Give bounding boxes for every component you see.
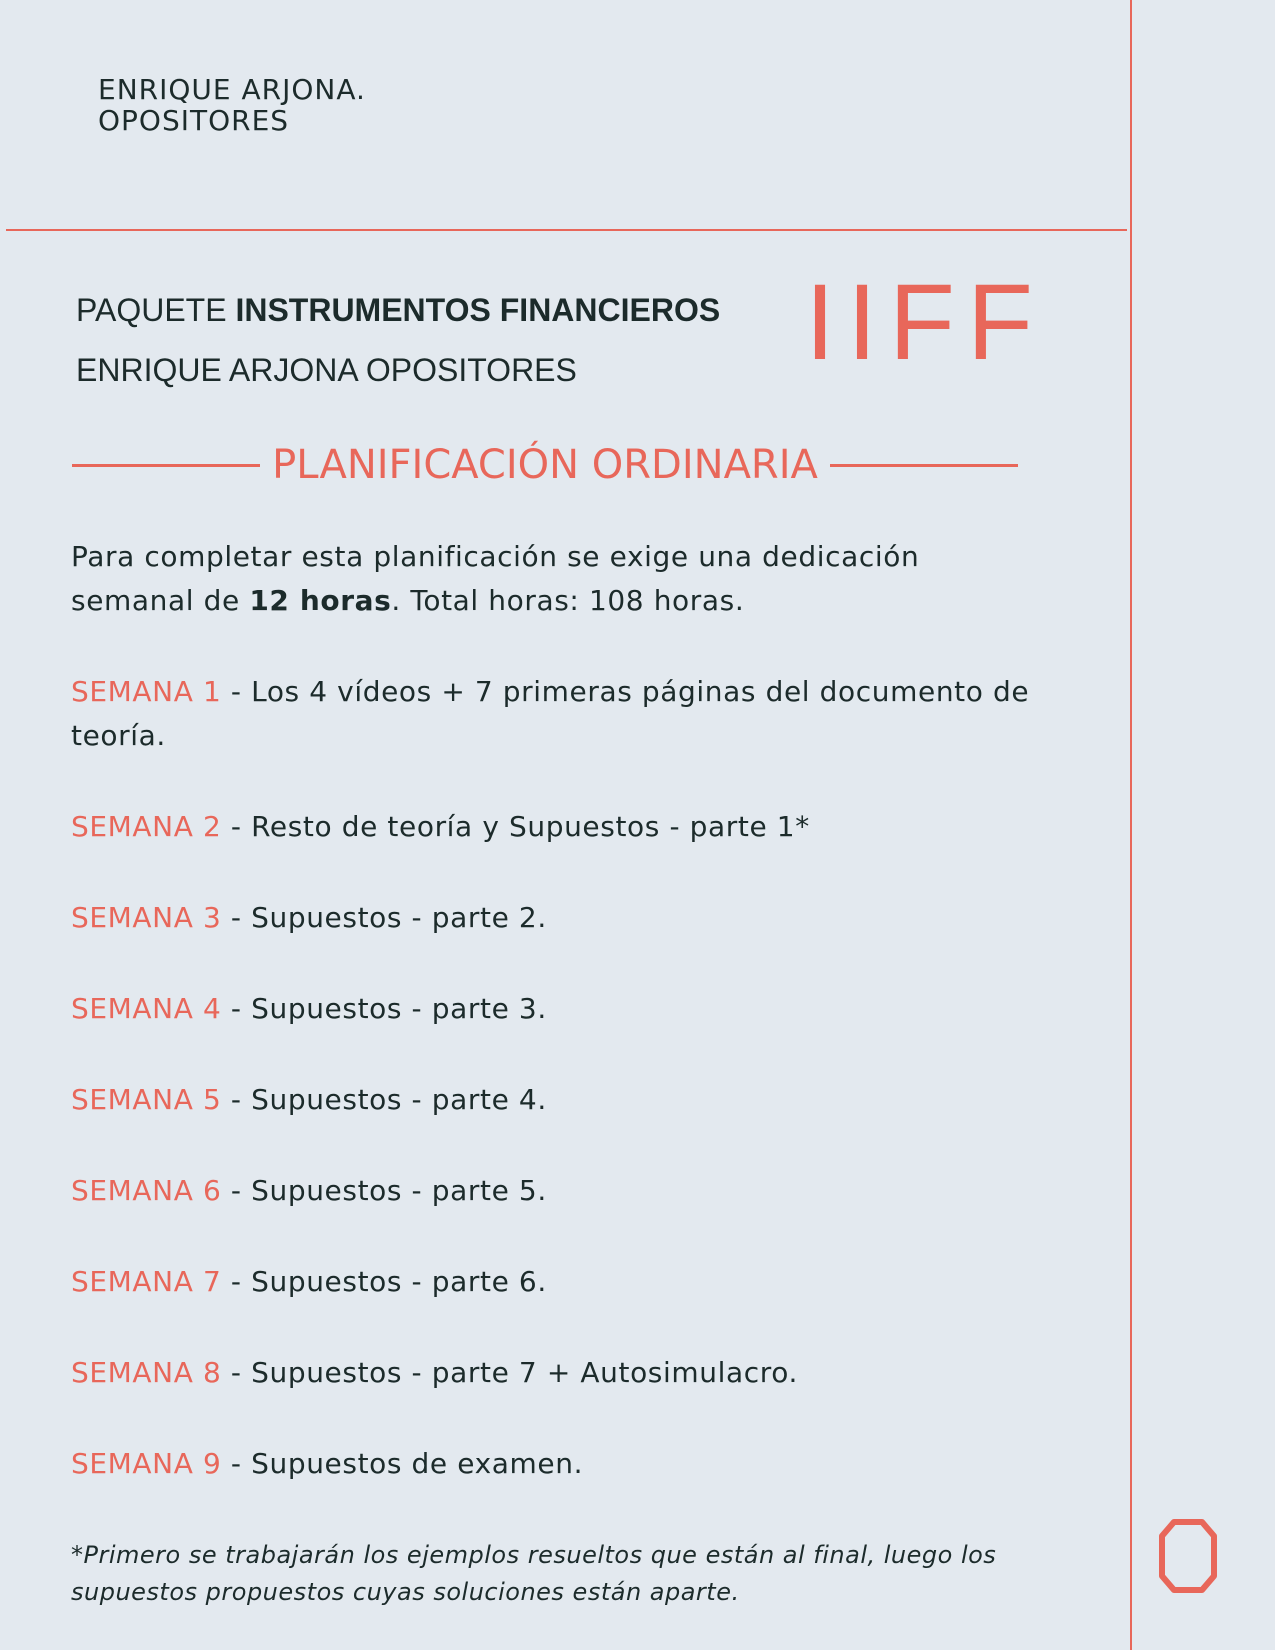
week-label: SEMANA 4 xyxy=(71,992,222,1025)
week-label: SEMANA 7 xyxy=(71,1265,222,1298)
logo-line-2: OPOSITORES xyxy=(98,104,290,137)
header-divider xyxy=(6,229,1127,231)
week-label: SEMANA 3 xyxy=(71,901,222,934)
subtitle: ENRIQUE ARJONA OPOSITORES xyxy=(76,352,577,388)
week-label: SEMANA 8 xyxy=(71,1356,222,1389)
title-line xyxy=(76,280,720,340)
week-item xyxy=(71,1260,1031,1304)
page-number xyxy=(1158,1518,1218,1594)
week-item xyxy=(71,1078,1031,1122)
document-title xyxy=(76,280,720,400)
brand-logo xyxy=(98,74,366,136)
week-text: - Supuestos de examen. xyxy=(221,1447,584,1480)
title-prefix: PAQUETE xyxy=(76,292,236,328)
intro-hours: 12 horas xyxy=(249,584,392,617)
week-text: - Supuestos - parte 3. xyxy=(221,992,547,1025)
week-text: - Resto de teoría y Supuestos - parte 1* xyxy=(221,810,810,843)
week-text: - Supuestos - parte 7 + Autosimulacro. xyxy=(221,1356,798,1389)
week-item xyxy=(71,987,1031,1031)
footnote: *Primero se trabajarán los ejemplos resueltos que están al final, luego los supuestos propuestos cuyas soluciones están aparte. xyxy=(71,1541,997,1606)
heading-rule-left xyxy=(72,464,260,467)
week-item xyxy=(71,896,1031,940)
plan-content xyxy=(71,535,1031,1533)
section-heading-text: PLANIFICACIÓN ORDINARIA xyxy=(272,442,818,488)
week-text: - Los 4 vídeos + 7 primeras páginas del documento de teoría. xyxy=(71,675,1030,752)
week-item xyxy=(71,805,1031,849)
week-text: - Supuestos - parte 6. xyxy=(221,1265,547,1298)
week-item xyxy=(71,1169,1031,1213)
intro-text-after: . Total horas: 108 horas. xyxy=(391,584,745,617)
intro-text-before: Para completar esta planificación se exige una dedicación semanal de xyxy=(71,540,920,617)
logo-line-1: ENRIQUE ARJONA. xyxy=(98,73,366,106)
week-text: - Supuestos - parte 5. xyxy=(221,1174,547,1207)
week-label: SEMANA 5 xyxy=(71,1083,222,1116)
week-label: SEMANA 6 xyxy=(71,1174,222,1207)
intro-paragraph xyxy=(71,535,1031,623)
week-item xyxy=(71,670,1031,758)
title-bold: INSTRUMENTOS FINANCIEROS xyxy=(235,292,721,328)
package-code: IIFF xyxy=(805,261,1045,382)
week-label: SEMANA 9 xyxy=(71,1447,222,1480)
week-item xyxy=(71,1351,1031,1395)
heading-rule-right xyxy=(830,464,1018,467)
week-text: - Supuestos - parte 4. xyxy=(221,1083,547,1116)
margin-divider xyxy=(1130,0,1132,1650)
section-heading xyxy=(72,435,1018,495)
week-label: SEMANA 1 xyxy=(71,675,222,708)
week-item xyxy=(71,1442,1031,1486)
week-label: SEMANA 2 xyxy=(71,810,222,843)
week-text: - Supuestos - parte 2. xyxy=(221,901,547,934)
